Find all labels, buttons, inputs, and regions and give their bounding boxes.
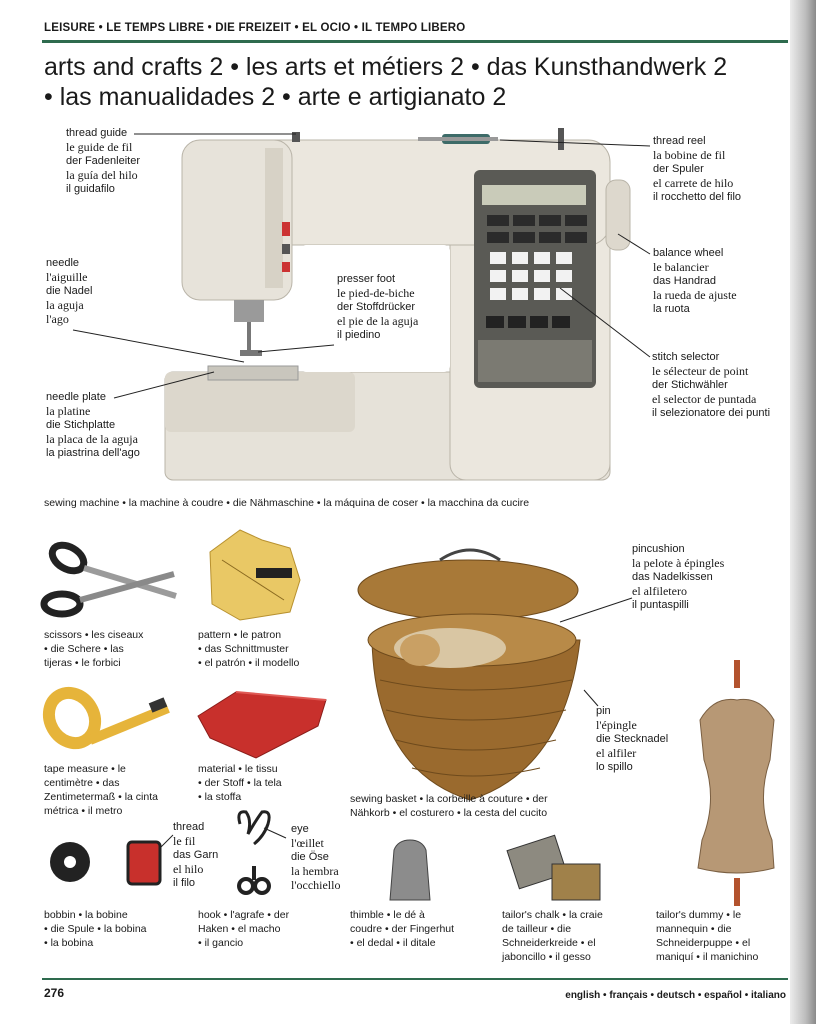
sewing-basket-icon [358, 550, 580, 800]
caption-scissors: scissors • les ciseaux • die Schere • las tijeras • le forbici [44, 629, 144, 669]
caption-material: material • le tissu • der Stoff • la tela • la stoffa [198, 763, 282, 803]
page-header: LEISURE • LE TEMPS LIBRE • DIE FREIZEIT • EL OCIO • IL TEMPO LIBERO [44, 22, 466, 34]
caption-sewing-machine: sewing machine • la machine à coudre • die Nähmaschine • la máquina de coser • la macchina da cucire [44, 497, 530, 509]
label-needle-plate: needle plate la platine die Stichplatte la placa de la aguja la piastrina dell'ago [46, 391, 140, 459]
title-line-2: • las manualidades 2 • arte e artigianato 2 [44, 83, 507, 111]
title-line-1: arts and crafts 2 • les arts et métiers 2 • das Kunsthandwerk 2 [44, 53, 728, 81]
page-number: 276 [44, 986, 65, 1000]
footer-rule [42, 978, 788, 980]
caption-tailors-chalk: tailor's chalk • la craie de tailleur • die Schneiderkreide • el jaboncillo • il gesso [502, 909, 603, 963]
caption-hook: hook • l'agrafe • der Haken • el macho • il gancio [198, 909, 290, 949]
label-presser-foot: presser foot le pied-de-biche der Stoffdrücker el pie de la aguja il piedino [337, 273, 419, 341]
pattern-icon [210, 530, 300, 620]
language-list: english • français • deutsch • español • italiano [565, 990, 786, 1001]
thimble-icon [390, 840, 430, 900]
caption-thimble: thimble • le dé à coudre • der Fingerhut • el dedal • il ditale [350, 909, 455, 949]
material-icon [198, 692, 326, 758]
label-thread-guide: thread guide le guide de fil der Fadenleiter la guía del hilo il guidafilo [66, 127, 140, 195]
caption-tape-measure: tape measure • le centimètre • das Zentimetermaß • la cinta métrica • il metro [44, 763, 158, 817]
label-pin: pin l'épingle die Stecknadel el alfiler lo spillo [596, 705, 669, 773]
caption-bobbin: bobbin • la bobine • die Spule • la bobina • la bobina [44, 909, 147, 949]
caption-sewing-basket: sewing basket • la corbeille à couture • der Nähkorb • el costurero • la cesta del cucito [350, 793, 548, 819]
label-needle: needle l'aiguille die Nadel la aguja l'ago [46, 257, 93, 326]
label-thread-reel: thread reel la bobine de fil der Spuler el carrete de hilo il rocchetto del filo [653, 135, 742, 203]
tailors-chalk-icon [507, 835, 600, 900]
label-stitch-selector: stitch selector le sélecteur de point der Stichwähler el selector de puntada il selezionatore dei punti [652, 351, 771, 419]
label-pincushion: pincushion la pelote à épingles das Nadelkissen el alfiletero il puntaspilli [632, 543, 725, 611]
scissors-icon [44, 540, 176, 614]
bobbin-icon [50, 842, 160, 884]
caption-pattern: pattern • le patron • das Schnittmuster • el patrón • il modello [198, 629, 300, 669]
caption-tailors-dummy: tailor's dummy • le mannequin • die Schneiderpuppe • el maniquí • il manichino [656, 909, 759, 963]
label-balance-wheel: balance wheel le balancier das Handrad la rueda de ajuste la ruota [653, 247, 737, 315]
label-thread: thread le fil das Garn el hilo il filo [173, 821, 219, 889]
label-eye: eye l'œillet die Öse la hembra l'occhiello [291, 823, 341, 892]
tape-measure-icon [40, 684, 168, 751]
tailors-dummy-icon [698, 660, 774, 906]
